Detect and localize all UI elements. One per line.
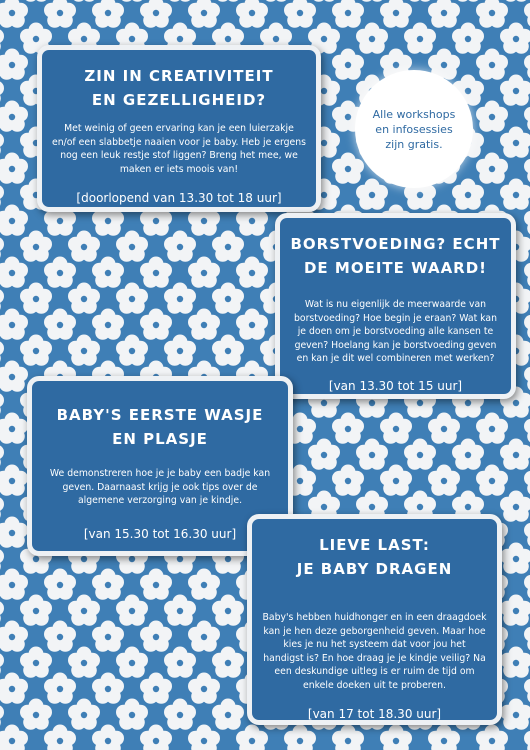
card-title-line: ZIN IN CREATIVITEIT (84, 67, 274, 85)
card-time: [van 13.30 tot 15 uur] (328, 378, 463, 393)
free-sessions-badge (355, 70, 473, 188)
card-description: Baby's hebben huidhonger en in een draagdoek kan je hen deze geborgenheid geven. Maar hoe kies je nu het systeem dat voor jou het handigst is? En hoe draag je je kindje veilig? Na een deskundige uitleg is er ruim de tijd om enkele doeken uit te proberen. (262, 612, 487, 691)
card-title-line: EN GEZELLIGHEID? (91, 91, 267, 109)
card-title-line: BABY'S EERSTE WASJE (56, 406, 264, 424)
workshop-card-baby-dragen (247, 514, 502, 725)
badge-text: Alle workshops en infosessies zijn gratis. (372, 107, 456, 151)
card-title (32, 403, 288, 451)
card-description: We demonstreren hoe je je baby een badje kan geven. Daarnaast krijg je ook tips over de algemene verzorging van je kindje. (49, 468, 271, 506)
card-title (280, 232, 511, 280)
card-title (252, 533, 497, 581)
card-time: [doorlopend van 13.30 tot 18 uur] (76, 191, 282, 205)
card-time: [van 17 tot 18.30 uur] (307, 707, 442, 721)
card-time: [van 15.30 tot 16.30 uur] (83, 526, 237, 541)
card-title-line: EN PLASJE (112, 430, 208, 448)
workshop-card-borstvoeding (275, 213, 516, 399)
card-title (42, 64, 316, 112)
card-title-line: DE MOEITE WAARD! (303, 259, 488, 277)
card-description: Met weinig of geen ervaring kan je een luierzakje en/of een slabbetje naaien voor je baby. Heb je ergens nog een leuk restje stof liggen? Breng het mee, we maken er iets moois van! (52, 123, 306, 175)
workshop-card-creativiteit (37, 45, 321, 212)
card-title-line: JE BABY DRAGEN (296, 560, 453, 578)
card-description: Wat is nu eigenlijk de meerwaarde van borstvoeding? Hoe begin je eraan? Wat kan je doen om je borstvoeding alle kansen te geven? Hoelang kan je borstvoeding geven en kan je dit wel combineren met werken? (294, 299, 497, 364)
card-title-line: BORSTVOEDING? ECHT (290, 235, 501, 253)
card-title-line: LIEVE LAST: (319, 536, 430, 554)
